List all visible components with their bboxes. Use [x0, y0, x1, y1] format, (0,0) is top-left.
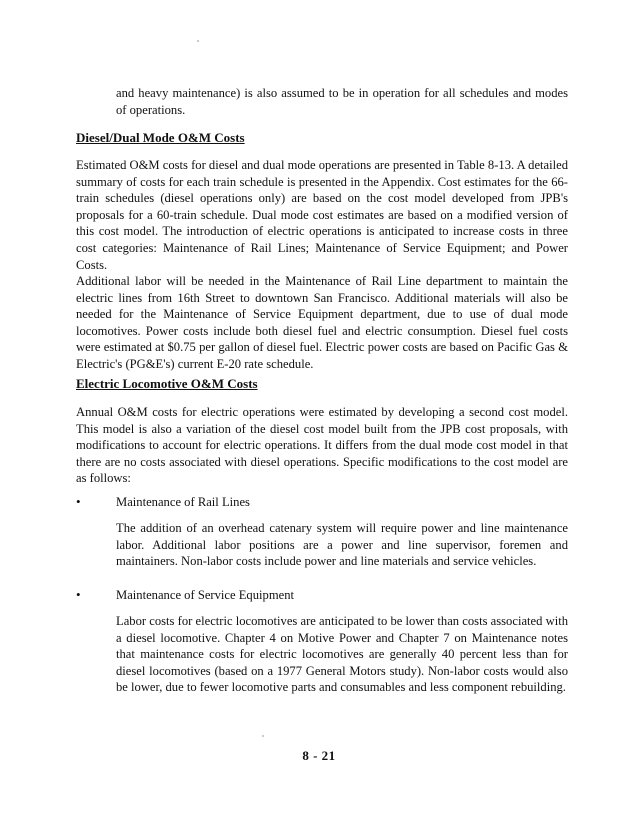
diesel-dual-mode-heading: Diesel/Dual Mode O&M Costs	[76, 130, 245, 145]
rail-lines-paragraph: The addition of an overhead catenary system will require power and line maintenance labor. Additional labor positions are a power and line supervisor, foremen and maintainers. Non-labor costs include power and line materials and service vehicles.	[116, 521, 568, 569]
page-number: 8 - 21	[302, 748, 336, 763]
electric-locomotive-paragraph: Annual O&M costs for electric operations were estimated by developing a second cost model. This model is also a variation of the diesel cost model built from the JPB cost proposals, with modifications to account for electric operations. It differs from the dual mode cost model in that there are no costs associated with diesel operations. Specific modifications to the cost model are as follows:	[76, 405, 568, 486]
bullet-title: Maintenance of Service Equipment	[116, 588, 294, 602]
diesel-dual-mode-paragraph-2: Additional labor will be needed in the Maintenance of Rail Line department to maintain the electric lines from 16th Street to downtown San Francisco. Additional materials will also be needed for the Maintenance of Service Equipment department, due to use of dual mode locomotives. Power costs include both diesel fuel and electric consumption. Diesel fuel costs were estimated at $0.75 per gallon of diesel fuel. Electric power costs are based on Pacific Gas & Electric's (PG&E's) current E-20 rate schedule.	[76, 274, 568, 371]
scan-speck	[197, 40, 199, 42]
scan-speck	[262, 735, 264, 737]
diesel-dual-mode-paragraph-1: Estimated O&M costs for diesel and dual mode operations are presented in Table 8-13. A detailed summary of costs for each train schedule is presented in the Appendix. Cost estimates for the 66-train schedules (diesel operations only) are based on the cost model developed from JPB's proposals for a 60-train schedule. Dual mode cost estimates are based on a modified version of this cost model. The introduction of electric operations is anticipated to increase costs in three cost categories: Maintenance of Rail Lines; Maintenance of Service Equipment; and Power Costs.	[76, 158, 569, 272]
electric-locomotive-heading: Electric Locomotive O&M Costs	[76, 376, 258, 391]
bullet-title: Maintenance of Rail Lines	[116, 495, 250, 509]
intro-paragraph: and heavy maintenance) is also assumed to be in operation for all schedules and modes of operations.	[116, 86, 568, 117]
service-equipment-paragraph: Labor costs for electric locomotives are anticipated to be lower than costs associated with a diesel locomotive. Chapter 4 on Motive Power and Chapter 7 on Maintenance notes that maintenance costs for electric locomotives are generally 40 percent less than for diesel locomotives (based on a 1977 General Motors study). Non-labor costs would also be lower, due to fewer locomotive parts and consumables and less component rebuilding.	[116, 614, 568, 695]
bullet-marker: •	[76, 587, 81, 602]
bullet-marker: •	[76, 494, 81, 509]
